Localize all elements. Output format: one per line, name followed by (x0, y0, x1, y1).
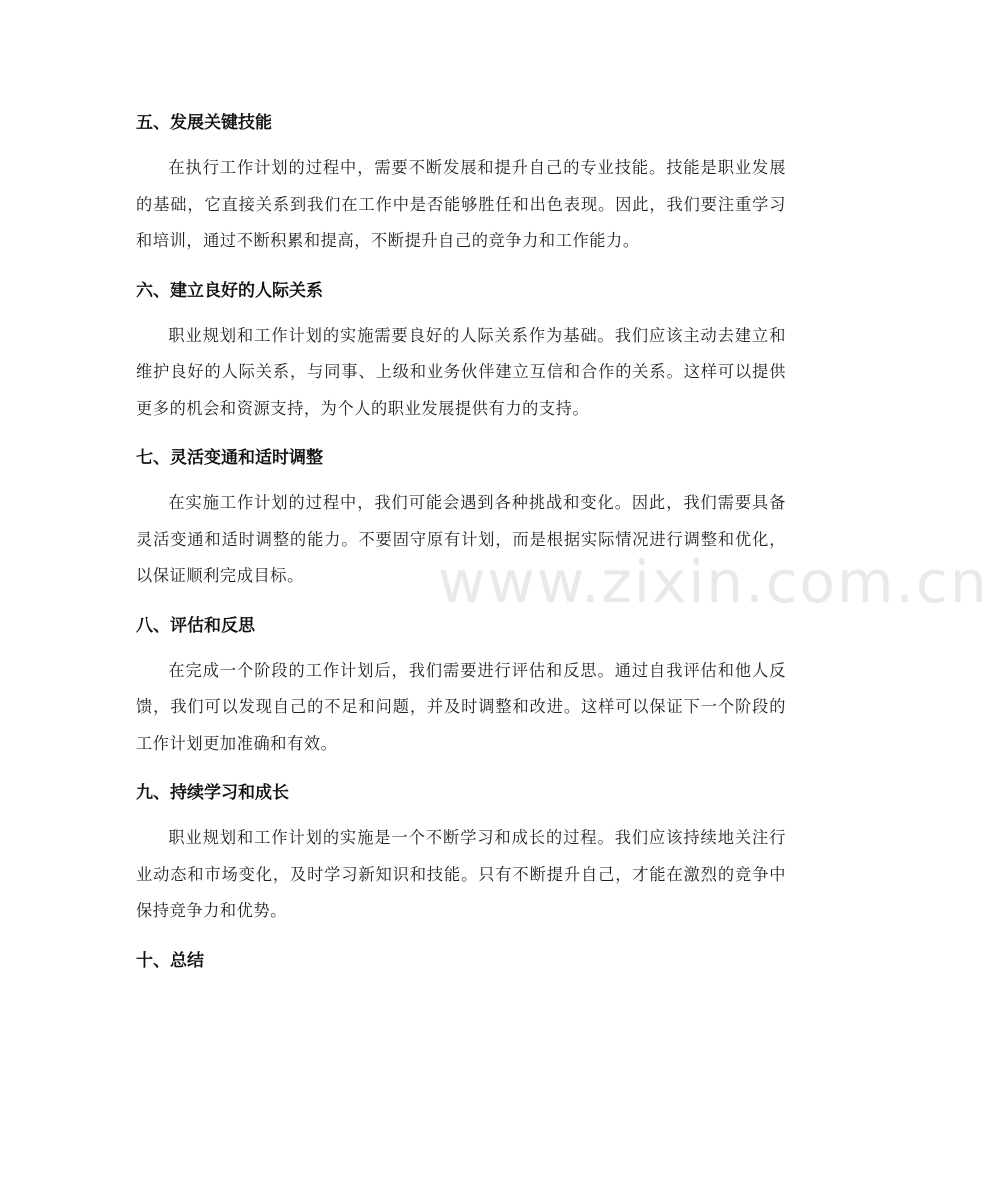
section-paragraph: 职业规划和工作计划的实施需要良好的人际关系作为基础。我们应该主动去建立和维护良好的人际关系，与同事、上级和业务伙伴建立互信和合作的关系。这样可以提供更多的机会和资源支持，为个人的职业发展提供有力的支持。 (136, 325, 786, 418)
section-paragraph: 在执行工作计划的过程中，需要不断发展和提升自己的专业技能。技能是职业发展的基础，它直接关系到我们在工作中是否能够胜任和出色表现。因此，我们要注重学习和培训，通过不断积累和提高，不断提升自己的竞争力和工作能力。 (136, 158, 786, 250)
section-heading: 五、发展关键技能 (136, 113, 272, 133)
document-body (136, 104, 786, 980)
section-heading: 九、持续学习和成长 (136, 783, 289, 803)
section-evaluation-reflection (136, 607, 786, 763)
section-continuous-learning (136, 774, 786, 930)
watermark: www.zixin.com.cn (438, 548, 989, 616)
section-heading: 八、评估和反思 (136, 615, 255, 636)
section-heading: 十、总结 (136, 950, 204, 971)
section-flexible-adjustment (136, 439, 786, 595)
section-develop-key-skills (136, 104, 786, 260)
section-interpersonal-relations (136, 272, 786, 428)
section-paragraph: 职业规划和工作计划的实施是一个不断学习和成长的过程。我们应该持续地关注行业动态和市场变化，及时学习新知识和技能。只有不断提升自己，才能在激烈的竞争中保持竞争力和优势。 (136, 828, 786, 920)
section-paragraph: 在实施工作计划的过程中，我们可能会遇到各种挑战和变化。因此，我们需要具备灵活变通和适时调整的能力。不要固守原有计划，而是根据实际情况进行调整和优化，以保证顺利完成目标。 (136, 493, 786, 585)
section-summary (136, 942, 786, 980)
section-heading: 七、灵活变通和适时调整 (136, 448, 323, 468)
section-paragraph: 在完成一个阶段的工作计划后，我们需要进行评估和反思。通过自我评估和他人反馈，我们可以发现自己的不足和问题，并及时调整和改进。这样可以保证下一个阶段的工作计划更加准确和有效。 (136, 660, 786, 753)
section-heading: 六、建立良好的人际关系 (136, 280, 323, 301)
